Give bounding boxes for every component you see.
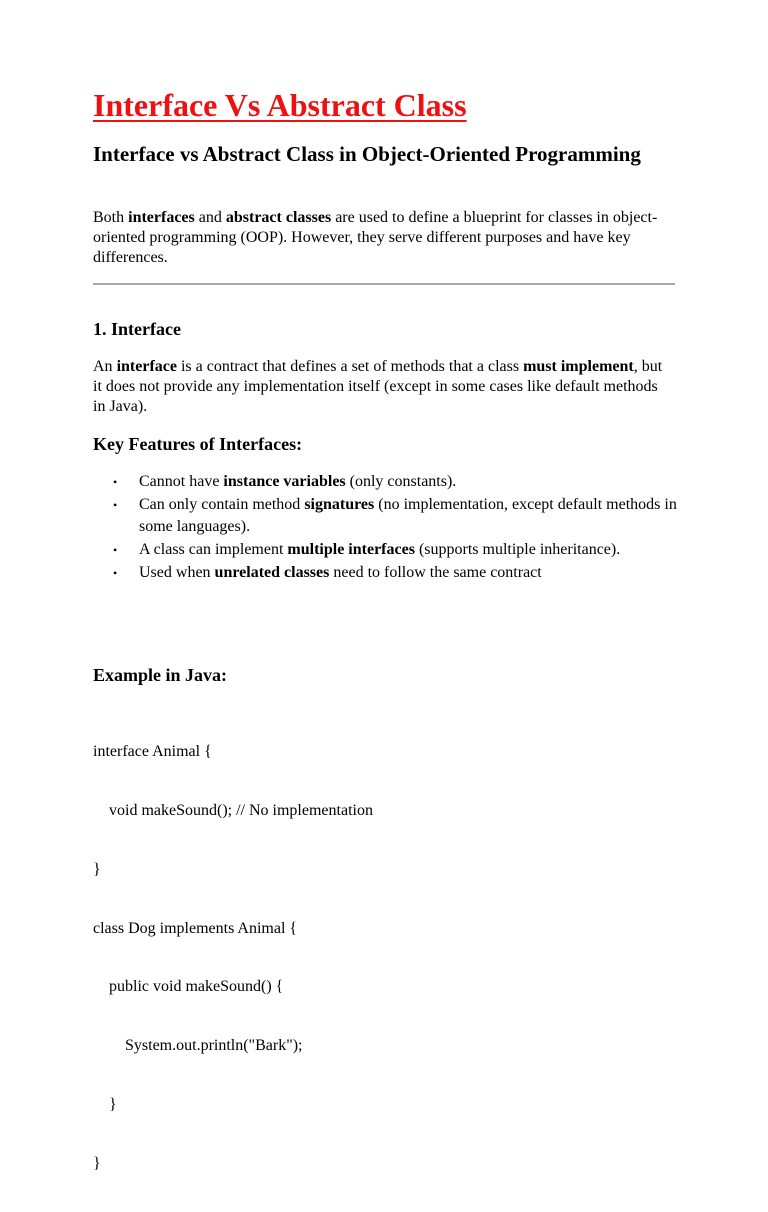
code-line: void makeSound(); // No implementation bbox=[93, 801, 373, 819]
list-item bbox=[93, 494, 693, 538]
intro-text-2: and bbox=[194, 209, 226, 226]
features-list bbox=[93, 471, 693, 585]
interface-text-2: is a contract that defines a set of methods that a class bbox=[176, 358, 524, 375]
bullet-icon: • bbox=[113, 543, 118, 557]
features-heading: Key Features of Interfaces: bbox=[93, 434, 303, 454]
feature-bold: unrelated classes bbox=[214, 564, 330, 581]
interface-paragraph bbox=[93, 357, 668, 417]
horizontal-divider bbox=[93, 283, 675, 285]
interface-bold-interface: interface bbox=[116, 358, 177, 375]
feature-text-1: Cannot have bbox=[139, 473, 224, 490]
feature-bold: instance variables bbox=[223, 473, 346, 490]
list-item bbox=[93, 562, 693, 584]
code-line: public void makeSound() { bbox=[93, 978, 284, 996]
bullet-icon: • bbox=[113, 475, 118, 489]
intro-bold-interfaces: interfaces bbox=[128, 209, 195, 226]
page-title: Interface Vs Abstract Class bbox=[93, 87, 467, 123]
interface-bold-must-implement: must implement bbox=[523, 358, 634, 375]
feature-text-2: need to follow the same contract bbox=[329, 564, 542, 581]
bullet-icon: • bbox=[113, 566, 118, 580]
feature-text-2: (supports multiple inheritance). bbox=[414, 541, 621, 558]
intro-paragraph bbox=[93, 208, 675, 268]
code-line: } bbox=[93, 1095, 117, 1113]
code-line: class Dog implements Animal { bbox=[93, 919, 298, 937]
bullet-icon: • bbox=[113, 498, 118, 512]
feature-text-2: (only constants). bbox=[345, 473, 457, 490]
feature-text-1: Used when bbox=[139, 564, 215, 581]
feature-text-1: A class can implement bbox=[139, 541, 288, 558]
code-line: } bbox=[93, 1154, 101, 1172]
interface-text-3: , but it does not provide any implementation itself (except in some cases like default methods in Java). bbox=[93, 358, 663, 415]
list-item bbox=[93, 471, 693, 493]
page-subtitle: Interface vs Abstract Class in Object-Oriented Programming bbox=[93, 142, 641, 166]
code-block bbox=[93, 703, 373, 1212]
intro-text-3: are used to define a blueprint for classes in object-oriented programming (OOP). However, they serve different purposes and have key differences. bbox=[93, 209, 658, 266]
intro-text-1: Both bbox=[93, 209, 129, 226]
code-line: } bbox=[93, 860, 101, 878]
feature-bold: multiple interfaces bbox=[287, 541, 415, 558]
section-heading-interface: 1. Interface bbox=[93, 319, 181, 339]
intro-bold-abstract-classes: abstract classes bbox=[225, 209, 332, 226]
example-heading: Example in Java: bbox=[93, 665, 228, 685]
code-line: interface Animal { bbox=[93, 743, 212, 761]
feature-bold: signatures bbox=[304, 496, 375, 513]
feature-text-2: (no implementation, except default methods in some languages). bbox=[139, 496, 677, 535]
code-line: System.out.println("Bark"); bbox=[93, 1037, 303, 1055]
feature-text-1: Can only contain method bbox=[139, 496, 305, 513]
list-item bbox=[93, 539, 693, 561]
interface-text-1: An bbox=[93, 358, 117, 375]
